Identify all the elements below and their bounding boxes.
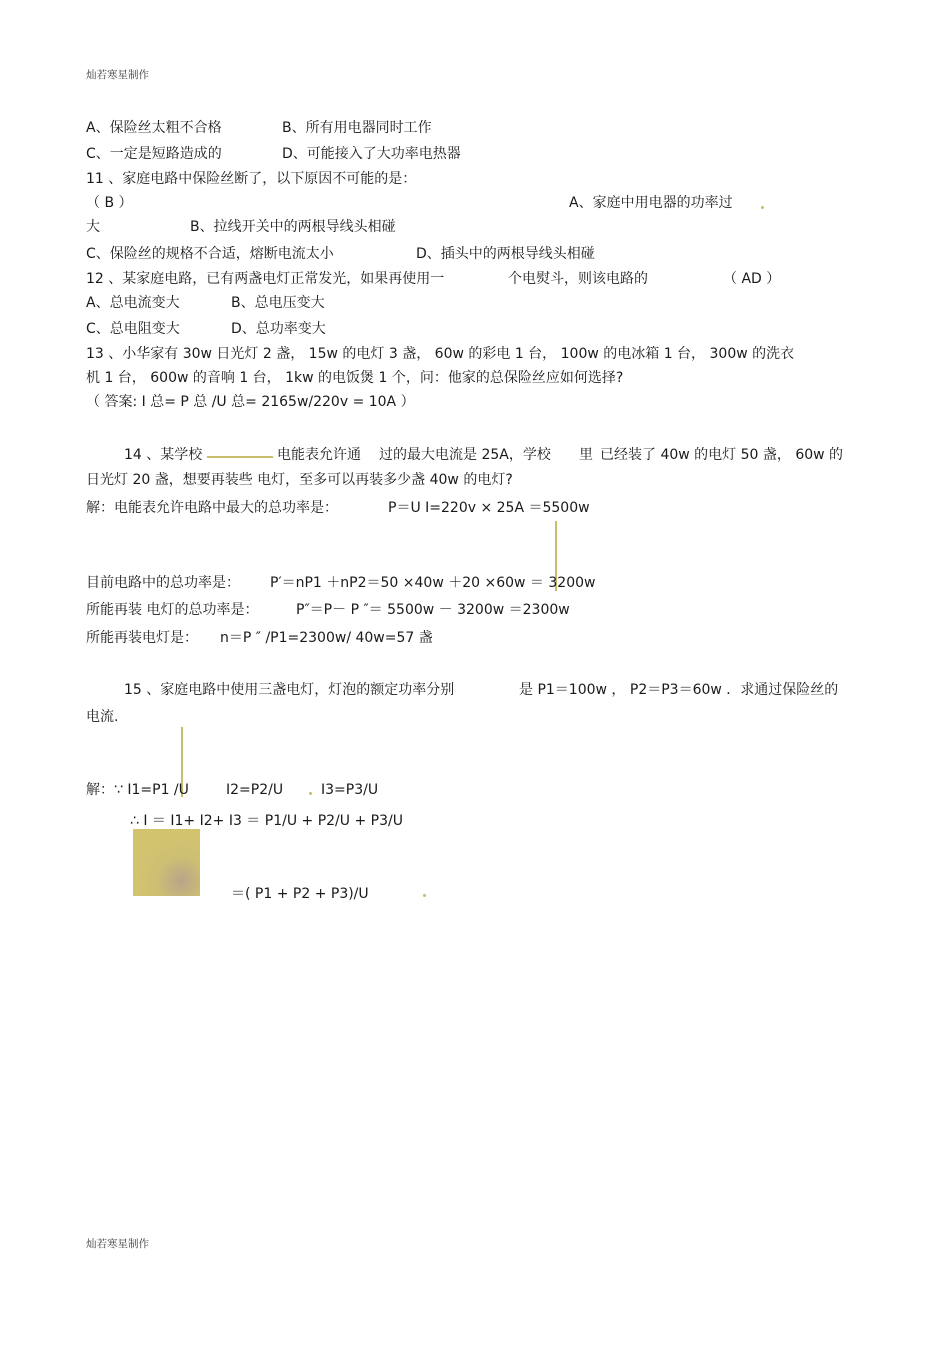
q14-stem-d: 里 <box>579 447 593 463</box>
q11-answer: （ B ） <box>86 195 133 211</box>
q12-answer: （ AD ） <box>723 271 781 287</box>
q15-solution-b: I2=P2/U <box>226 782 284 798</box>
q14-stem-b: 电能表允许通 <box>277 447 361 463</box>
q11-option-a: A、家庭中用电器的功率过 <box>569 195 733 211</box>
q14-stem-e: 已经装了 40w 的电灯 50 盏， 60w 的 <box>600 447 844 463</box>
q15-solution-c: I3=P3/U <box>321 782 379 798</box>
q12-stem-cont: 个电熨斗，则该电路的 <box>508 271 648 287</box>
q12-option-d: D、总功率变大 <box>231 321 326 337</box>
q11-option-b: B、拉线开关中的两根导线头相碰 <box>190 219 396 235</box>
page-footer: 灿若寒星制作 <box>86 1238 149 1250</box>
q13-stem-line2: 机 1 台， 600w 的音响 1 台， 1kw 的电饭煲 1 个，问：他家的总保险丝应如何选择? <box>86 370 624 386</box>
speck-mark <box>423 894 426 897</box>
q12-option-b: B、总电压变大 <box>231 295 325 311</box>
q14-solution-formula-4: n＝P ″ /P1=2300w/ 40w=57 盏 <box>220 630 433 646</box>
q10-option-b: B、所有用电器同时工作 <box>282 120 432 136</box>
q15-solution-line2: ∴ I ＝ I1+ I2+ I3 ＝ P1/U + P2/U + P3/U <box>130 813 403 829</box>
q15-solution-line3: ＝( P1 + P2 + P3)/U <box>231 886 369 902</box>
q14-solution-formula-3: P″＝P－ P ″＝ 5500w － 3200w ＝2300w <box>296 602 570 618</box>
q12-stem: 12 、某家庭电路，已有两盏电灯正常发光，如果再使用一 <box>86 271 445 287</box>
q13-answer: （ 答案: I 总= P 总 /U 总= 2165w/220v = 10A ） <box>86 394 415 410</box>
q14-stem-c: 过的最大电流是 25A，学校 <box>379 447 551 463</box>
q14-solution-label-1: 解：电能表允许电路中最大的总功率是： <box>86 500 338 516</box>
q14-solution-label-2: 目前电路中的总功率是： <box>86 575 240 591</box>
q11-option-c: C、保险丝的规格不合适，熔断电流太小 <box>86 246 334 262</box>
page-header: 灿若寒星制作 <box>86 69 149 81</box>
q14-solution-label-4: 所能再装电灯是： <box>86 630 198 646</box>
speck-mark <box>309 792 312 795</box>
q14-solution-formula-2: P′＝nP1 ＋nP2＝50 ×40w ＋20 ×60w ＝ 3200w <box>270 575 596 591</box>
q12-option-a: A、总电流变大 <box>86 295 180 311</box>
q14-solution-label-3: 所能再装 电灯的总功率是： <box>86 602 259 618</box>
q15-solution-a: 解：∵ I1=P1 /U <box>86 782 189 798</box>
q14-stem-line2: 日光灯 20 盏，想要再装些 电灯，至多可以再装多少盏 40w 的电灯? <box>86 472 513 488</box>
q12-option-c: C、总电阻变大 <box>86 321 180 337</box>
image-fragment <box>133 829 200 896</box>
q11-stem: 11 、家庭电路中保险丝断了，以下原因不可能的是： <box>86 171 417 187</box>
q14-stem-a: 14 、某学校 <box>124 447 203 463</box>
q15-stem-line2: 电流. <box>86 709 119 725</box>
q11-option-d: D、插头中的两根导线头相碰 <box>416 246 595 262</box>
q15-stem-b: 是 P1＝100w ， P2＝P3＝60w ．求通过保险丝的 <box>519 682 839 698</box>
q15-stem-a: 15 、家庭电路中使用三盏电灯，灯泡的额定功率分别 <box>124 682 455 698</box>
q11-option-a-cont: 大 <box>86 219 100 235</box>
q10-option-c: C、一定是短路造成的 <box>86 146 222 162</box>
q13-stem-line1: 13 、小华家有 30w 日光灯 2 盏， 15w 的电灯 3 盏， 60w 的彩电 1 台， 100w 的电冰箱 1 台， 300w 的洗衣 <box>86 346 795 362</box>
q10-option-a: A、保险丝太粗不合格 <box>86 120 222 136</box>
speck-mark <box>761 206 764 209</box>
underline-mark <box>207 456 273 458</box>
q10-option-d: D、可能接入了大功率电热器 <box>282 146 461 162</box>
q14-solution-formula-1: P＝U I=220v × 25A ＝5500w <box>388 500 590 516</box>
